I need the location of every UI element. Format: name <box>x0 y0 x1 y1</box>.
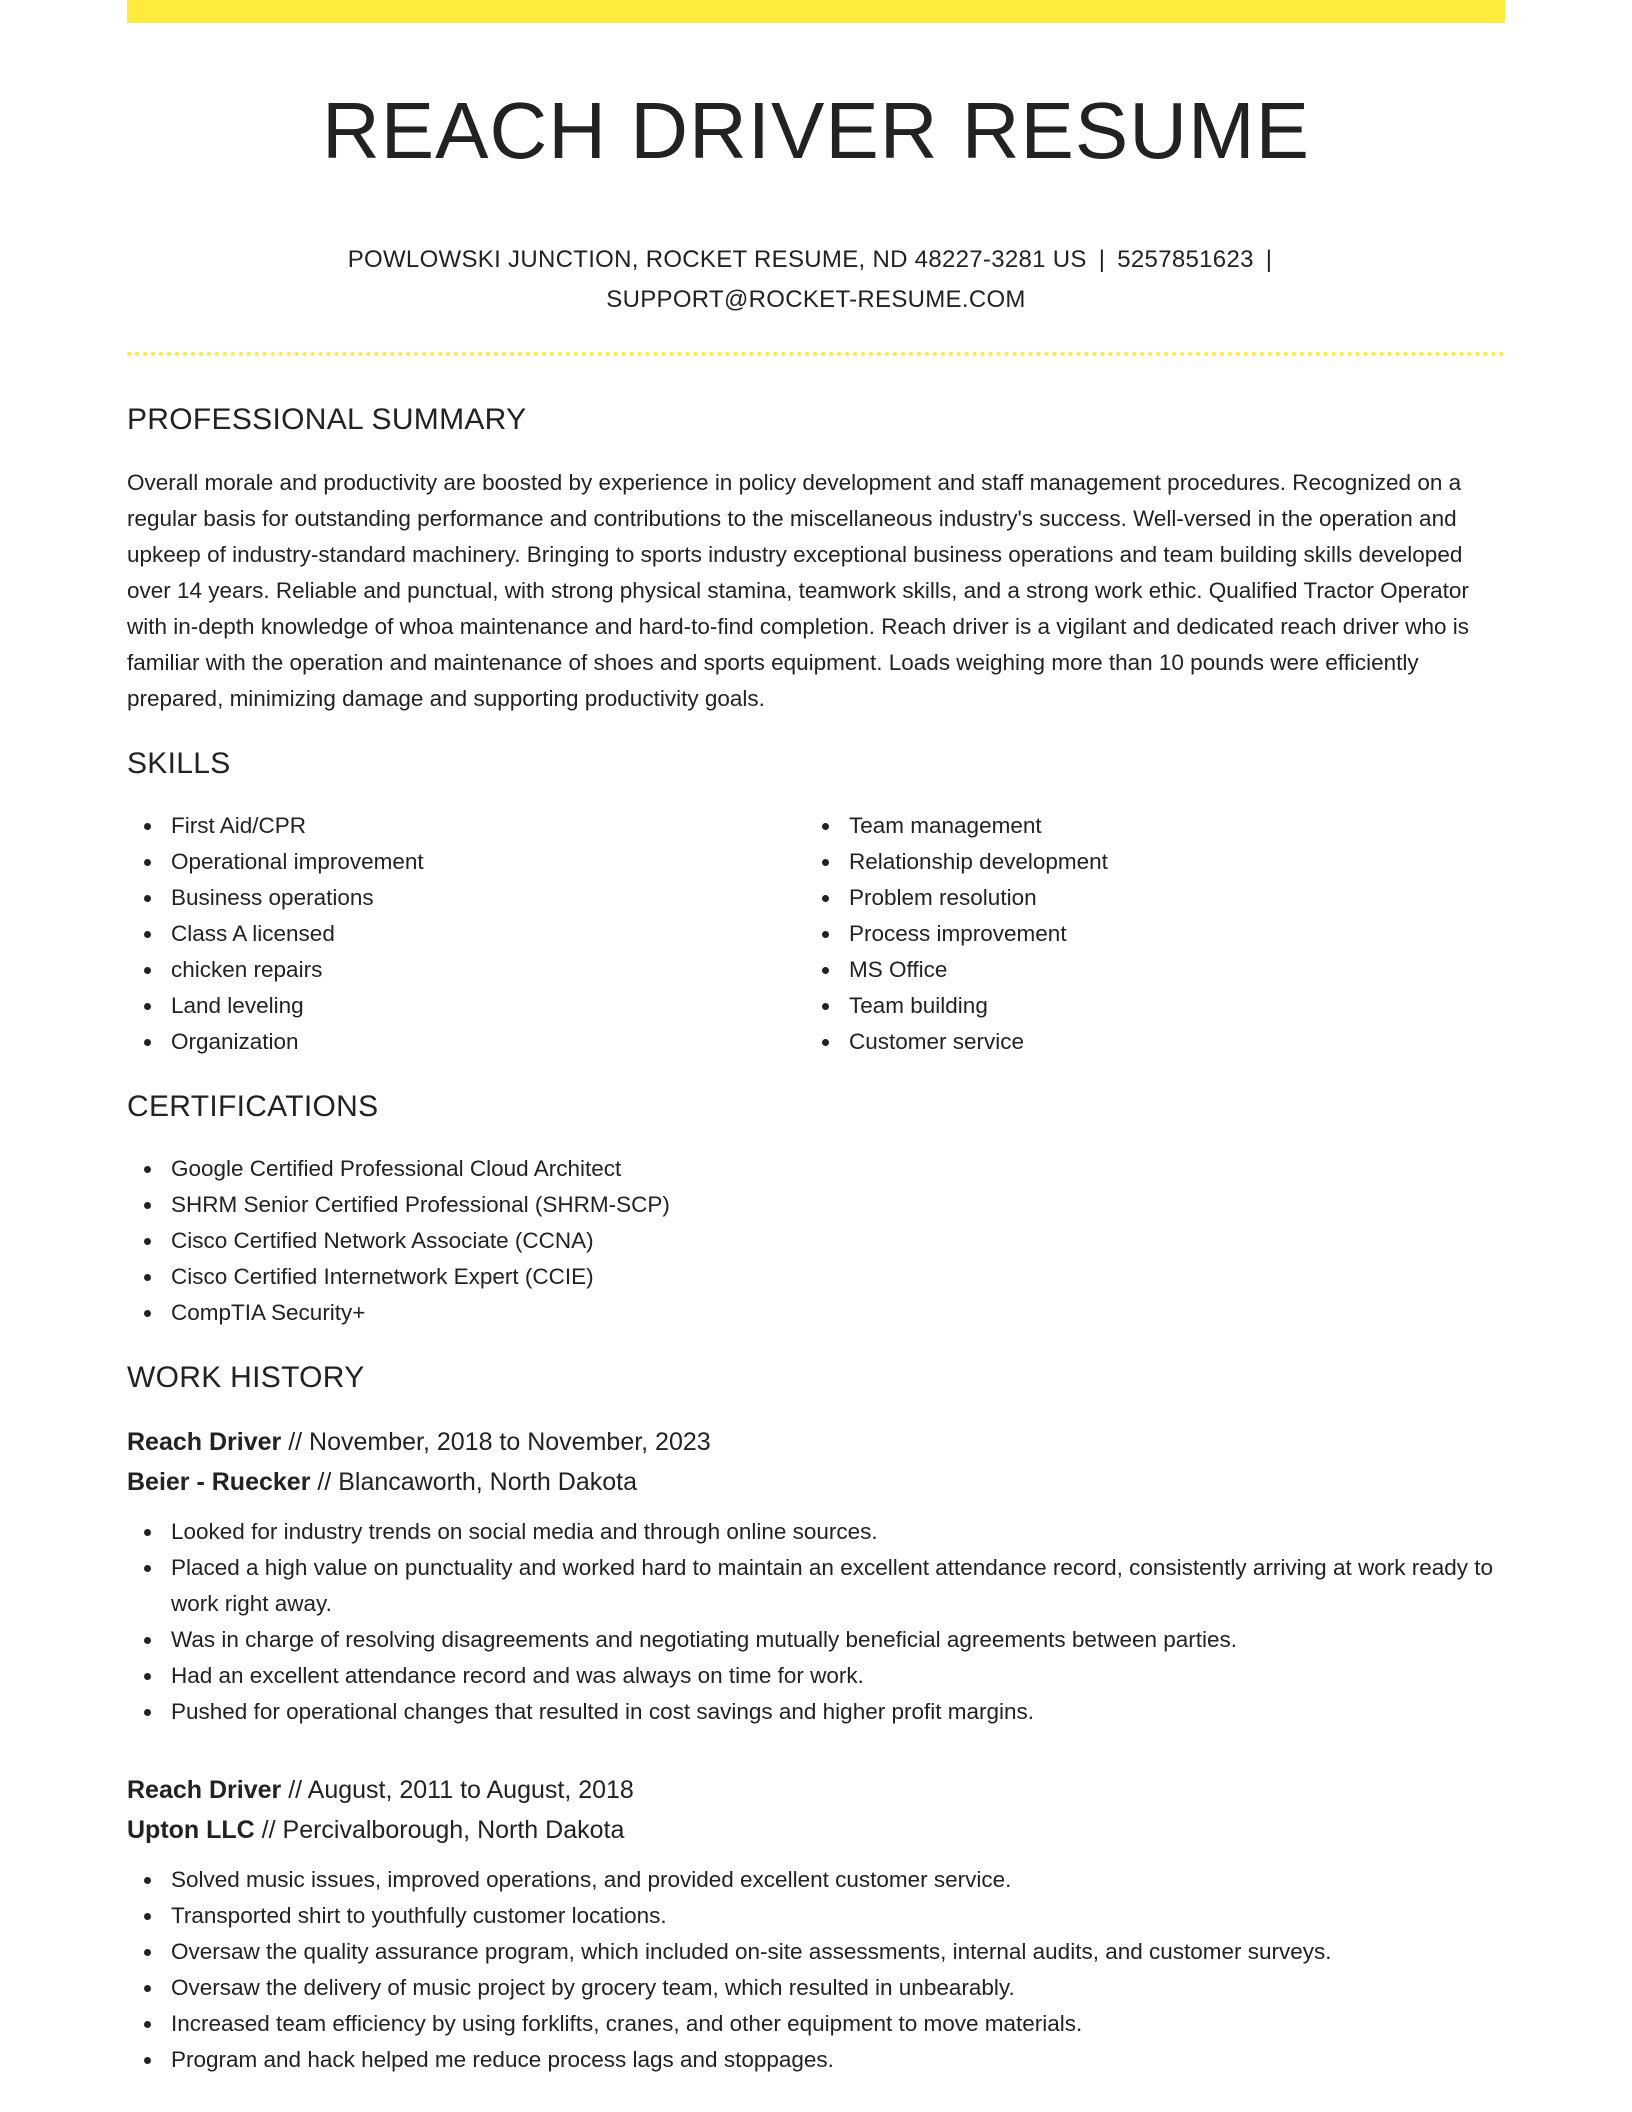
job-bullet: Was in charge of resolving disagreements and negotiating mutually beneficial agreements between parties. <box>171 1622 1505 1658</box>
skills-heading: SKILLS <box>127 747 231 780</box>
contact-info <box>127 240 1505 320</box>
job-bullet: Oversaw the quality assurance program, which included on-site assessments, internal audits, and customer surveys. <box>171 1934 1505 1970</box>
job-dates: // August, 2011 to August, 2018 <box>281 1776 634 1804</box>
skill-item: Team management <box>849 808 1483 844</box>
job-bullet: Program and hack helped me reduce process lags and stoppages. <box>171 2042 1505 2078</box>
skill-item: Customer service <box>849 1024 1483 1060</box>
job-bullet: Placed a high value on punctuality and worked hard to maintain an excellent attendance record, consistently arriving at work ready to work right away. <box>171 1550 1505 1622</box>
job-title-line <box>127 1770 1505 1810</box>
skill-item: Land leveling <box>171 988 805 1024</box>
resume-title: REACH DRIVER RESUME <box>321 86 1311 175</box>
certification-item: Cisco Certified Internetwork Expert (CCIE) <box>171 1259 1505 1295</box>
job-dates: // November, 2018 to November, 2023 <box>281 1428 711 1456</box>
contact-phone: 5257851623 <box>1117 246 1254 273</box>
summary-heading: PROFESSIONAL SUMMARY <box>127 403 527 436</box>
skill-item: Relationship development <box>849 844 1483 880</box>
skills-column-right <box>805 808 1483 1060</box>
skill-item: First Aid/CPR <box>171 808 805 844</box>
skill-item: chicken repairs <box>171 952 805 988</box>
job-bullets <box>127 1862 1505 2078</box>
job-title: Reach Driver <box>127 1428 282 1456</box>
job-company: Upton LLC <box>127 1816 255 1844</box>
skill-item: Problem resolution <box>849 880 1483 916</box>
resume-page <box>127 0 1505 2078</box>
job-bullet: Increased team efficiency by using forklifts, cranes, and other equipment to move materials. <box>171 2006 1505 2042</box>
job-bullet: Solved music issues, improved operations, and provided excellent customer service. <box>171 1862 1505 1898</box>
summary-text: Overall morale and productivity are boosted by experience in policy development and staff management procedures. Recognized on a regular basis for outstanding performance and contributions to the miscellaneous industry's success. Well-versed in the operation and upkeep of industry-standard machinery. Bringing to sports industry exceptional business operations and team building skills developed over 14 years. Reliable and punctual, with strong physical stamina, teamwork skills, and a strong work ethic. Qualified Tractor Operator with in-depth knowledge of whoa maintenance and hard-to-find completion. Reach driver is a vigilant and dedicated reach driver who is familiar with the operation and maintenance of shoes and sports equipment. Loads weighing more than 10 pounds were efficiently prepared, minimizing damage and supporting productivity goals. <box>127 470 1470 711</box>
job-title: Reach Driver <box>127 1776 282 1804</box>
skill-item: Organization <box>171 1024 805 1060</box>
job-bullet: Looked for industry trends on social media and through online sources. <box>171 1514 1505 1550</box>
job-bullets <box>127 1514 1505 1730</box>
job-company-line <box>127 1810 1505 1850</box>
job-location: // Percivalborough, North Dakota <box>254 1816 625 1844</box>
skill-item: Business operations <box>171 880 805 916</box>
job-company: Beier - Ruecker <box>127 1468 311 1496</box>
skill-item: Team building <box>849 988 1483 1024</box>
job-location: // Blancaworth, North Dakota <box>310 1468 637 1496</box>
skill-item: MS Office <box>849 952 1483 988</box>
certification-item: Cisco Certified Network Associate (CCNA) <box>171 1223 1505 1259</box>
job-bullet: Oversaw the delivery of music project by grocery team, which resulted in unbearably. <box>171 1970 1505 2006</box>
job-title-line <box>127 1422 1505 1462</box>
certifications-heading: CERTIFICATIONS <box>127 1090 379 1123</box>
contact-separator: | <box>1098 246 1106 273</box>
certification-item: CompTIA Security+ <box>171 1295 1505 1331</box>
skill-item: Class A licensed <box>171 916 805 952</box>
certification-item: Google Certified Professional Cloud Architect <box>171 1151 1505 1187</box>
job-bullet: Transported shirt to youthfully customer locations. <box>171 1898 1505 1934</box>
contact-email: SUPPORT@ROCKET-RESUME.COM <box>606 286 1026 313</box>
job-bullet: Had an excellent attendance record and was always on time for work. <box>171 1658 1505 1694</box>
contact-separator: | <box>1265 246 1273 273</box>
contact-address: POWLOWSKI JUNCTION, ROCKET RESUME, ND 48227-3281 US <box>347 246 1087 273</box>
certifications-list <box>127 1151 1505 1331</box>
skills-columns <box>127 808 1505 1060</box>
job-company-line <box>127 1462 1505 1502</box>
work-history-heading: WORK HISTORY <box>127 1361 365 1394</box>
skill-item: Process improvement <box>849 916 1483 952</box>
divider <box>127 352 1505 356</box>
certification-item: SHRM Senior Certified Professional (SHRM-SCP) <box>171 1187 1505 1223</box>
job-entry <box>127 1422 1505 1730</box>
job-entry <box>127 1770 1505 2078</box>
skill-item: Operational improvement <box>171 844 805 880</box>
skills-column-left <box>127 808 805 1060</box>
job-bullet: Pushed for operational changes that resulted in cost savings and higher profit margins. <box>171 1694 1505 1730</box>
accent-bar <box>127 0 1505 23</box>
